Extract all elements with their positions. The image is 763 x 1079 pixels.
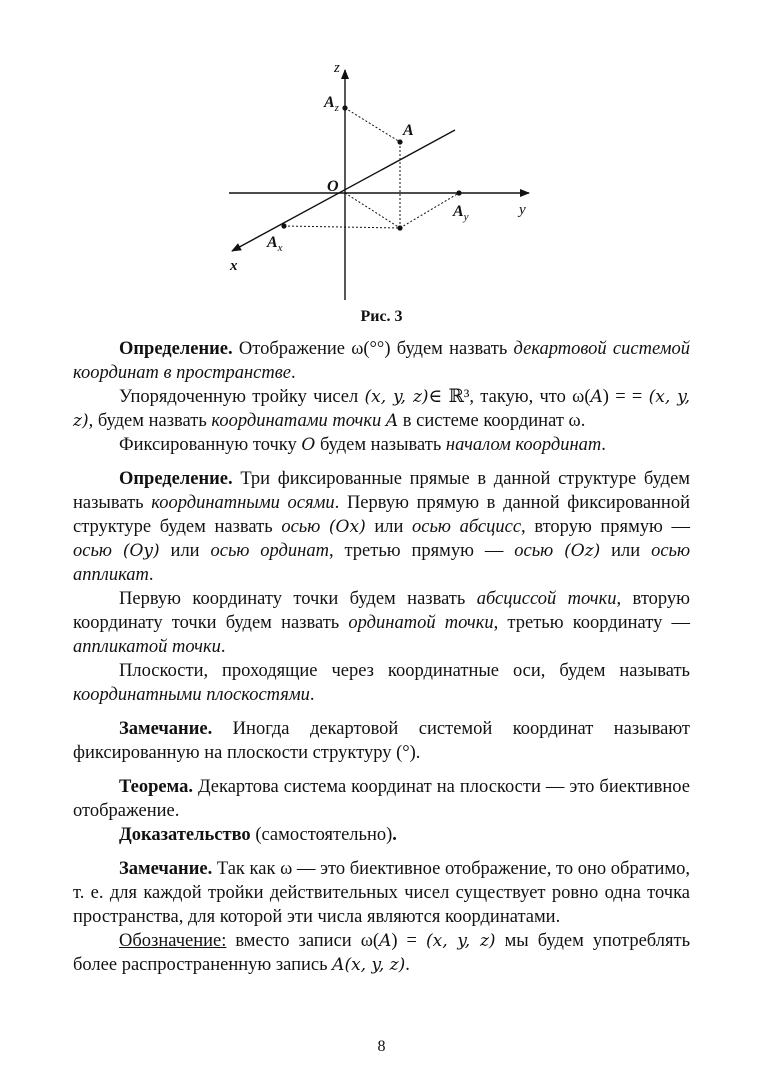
projection-line-origin-base [345,193,400,228]
math-text: (Oz) [564,541,601,561]
italic-text: абсциссой точки [476,589,617,609]
bold-text: Доказательство [119,825,251,845]
label-z-axis: z [334,60,340,76]
text-run: Иногда декартовой системой координат называют фиксированную на плоскости структуру (°). [73,719,690,763]
paragraph [73,385,690,433]
italic-text: декартовой системой координат в пространстве [73,339,691,383]
paragraph [73,823,690,847]
text-run: в системе координат ω. [398,411,586,431]
italic-text: ординатой точки [348,613,494,633]
text-run: ∈ ℝ³, такую, что ω( [428,387,591,407]
bold-text: . [392,825,397,845]
italic-text: координатами точки [211,411,382,431]
figure-coordinate-axes [215,52,545,280]
underlined-text: Обозначение: [119,931,227,951]
text-run: Фиксированную точку [119,435,302,455]
text-run: . [309,685,315,705]
point-ay [456,190,461,195]
math-text: O [301,435,316,455]
text-run: Три фиксированные прямые в данной структуре будем называть [73,469,690,513]
text-run: Так как ω — это биективное отображение, то оно обратимо, т. е. для каждой тройки действительных чисел существует ровно одна точка пространства, для которой эти числа являются координатами. [73,859,690,927]
text-run: Отображение ω(°°) будем назвать [232,339,514,359]
italic-text: осью абсцисс [412,517,522,537]
italic-text: аппликатой точки [73,637,221,657]
page-number: 8 [377,1038,386,1055]
label-origin: O [327,178,339,195]
paragraph [73,467,690,587]
paragraph [73,857,690,929]
text-run: будем называть [315,435,446,455]
text-run: , будем назвать [88,411,212,431]
axes-diagram [215,52,545,280]
text-run: . [405,955,410,975]
italic-text: координатными осями [151,493,335,513]
paragraph [73,775,690,823]
text-run: или [600,541,652,561]
text-run: , третью координату — [493,613,691,633]
math-text: (Oy) [122,541,160,561]
point-az [342,105,347,110]
text-run: или [365,517,413,537]
math-text: A(x, y, z) [332,955,406,975]
text-run: , третью прямую — [328,541,515,561]
text-run [553,541,564,561]
italic-text: осью [73,541,112,561]
text-run: Первую координату точки будем назвать [119,589,477,609]
text-run: ) = = [602,387,649,407]
italic-text: координатными плоскостями [73,685,310,705]
label-ax: $A_x$ [267,234,283,254]
italic-text: началом координат [445,435,602,455]
italic-text: осью [281,517,321,537]
point-base [397,225,402,230]
projection-line-ax-base [284,226,400,228]
text-body [73,337,690,977]
label-az: $A_z$ [324,94,339,114]
italic-text: осью [514,541,554,561]
math-text: A [590,387,603,407]
text-run: , вторую координату точки будем назвать [73,589,690,633]
point-ax [281,223,286,228]
bold-text: Определение. [119,469,233,489]
text-run [112,541,123,561]
text-run: ) = [391,931,426,951]
projection-line-az-a [345,108,400,142]
italic-text: осью аппликат [73,541,691,585]
text-run: . [220,637,226,657]
math-text: A [379,931,392,951]
label-point-a: A [403,122,414,139]
bold-text: Замечание. [119,719,213,739]
figure-caption: Рис. 3 [360,308,403,325]
math-text: (Ox) [328,517,366,537]
text-run: или [159,541,211,561]
paragraph [73,433,690,457]
text-run: вместо записи ω( [226,931,380,951]
text-run: . Первую прямую в данной фиксированной структуре будем назвать [73,493,690,537]
text-run: мы будем употреблять более распространенную запись [73,931,691,975]
text-run: . [601,435,606,455]
label-x-axis: x [230,258,238,274]
text-run: , вторую прямую — [521,517,690,537]
math-text: A [385,411,399,431]
point-a [397,139,402,144]
paragraph [73,929,690,977]
text-run: Декартова система координат на плоскости — это биективное отображение. [73,777,690,821]
text-run: . [148,565,154,585]
paragraph [73,659,690,707]
label-y-axis: y [519,202,526,218]
text-run: Плоскости, проходящие через координатные оси, будем называть [119,661,690,681]
text-run: (самостоятельно) [250,825,393,845]
label-ay: $A_y$ [453,203,469,223]
italic-text: осью ординат [210,541,329,561]
paragraph [73,337,690,385]
math-text: (x, y, z) [425,931,496,951]
text-run: Упорядоченную тройку чисел [119,387,365,407]
math-text: (x, y, z) [73,387,691,431]
text-run [320,517,329,537]
text-run: . [290,363,296,383]
math-text: (x, y, z) [364,387,429,407]
bold-text: Определение. [119,339,233,359]
projection-line-base-ay [400,193,459,228]
paragraph [73,587,690,659]
x-axis [232,130,455,251]
bold-text: Замечание. [119,859,213,879]
bold-text: Теорема. [119,777,193,797]
paragraph [73,717,690,765]
